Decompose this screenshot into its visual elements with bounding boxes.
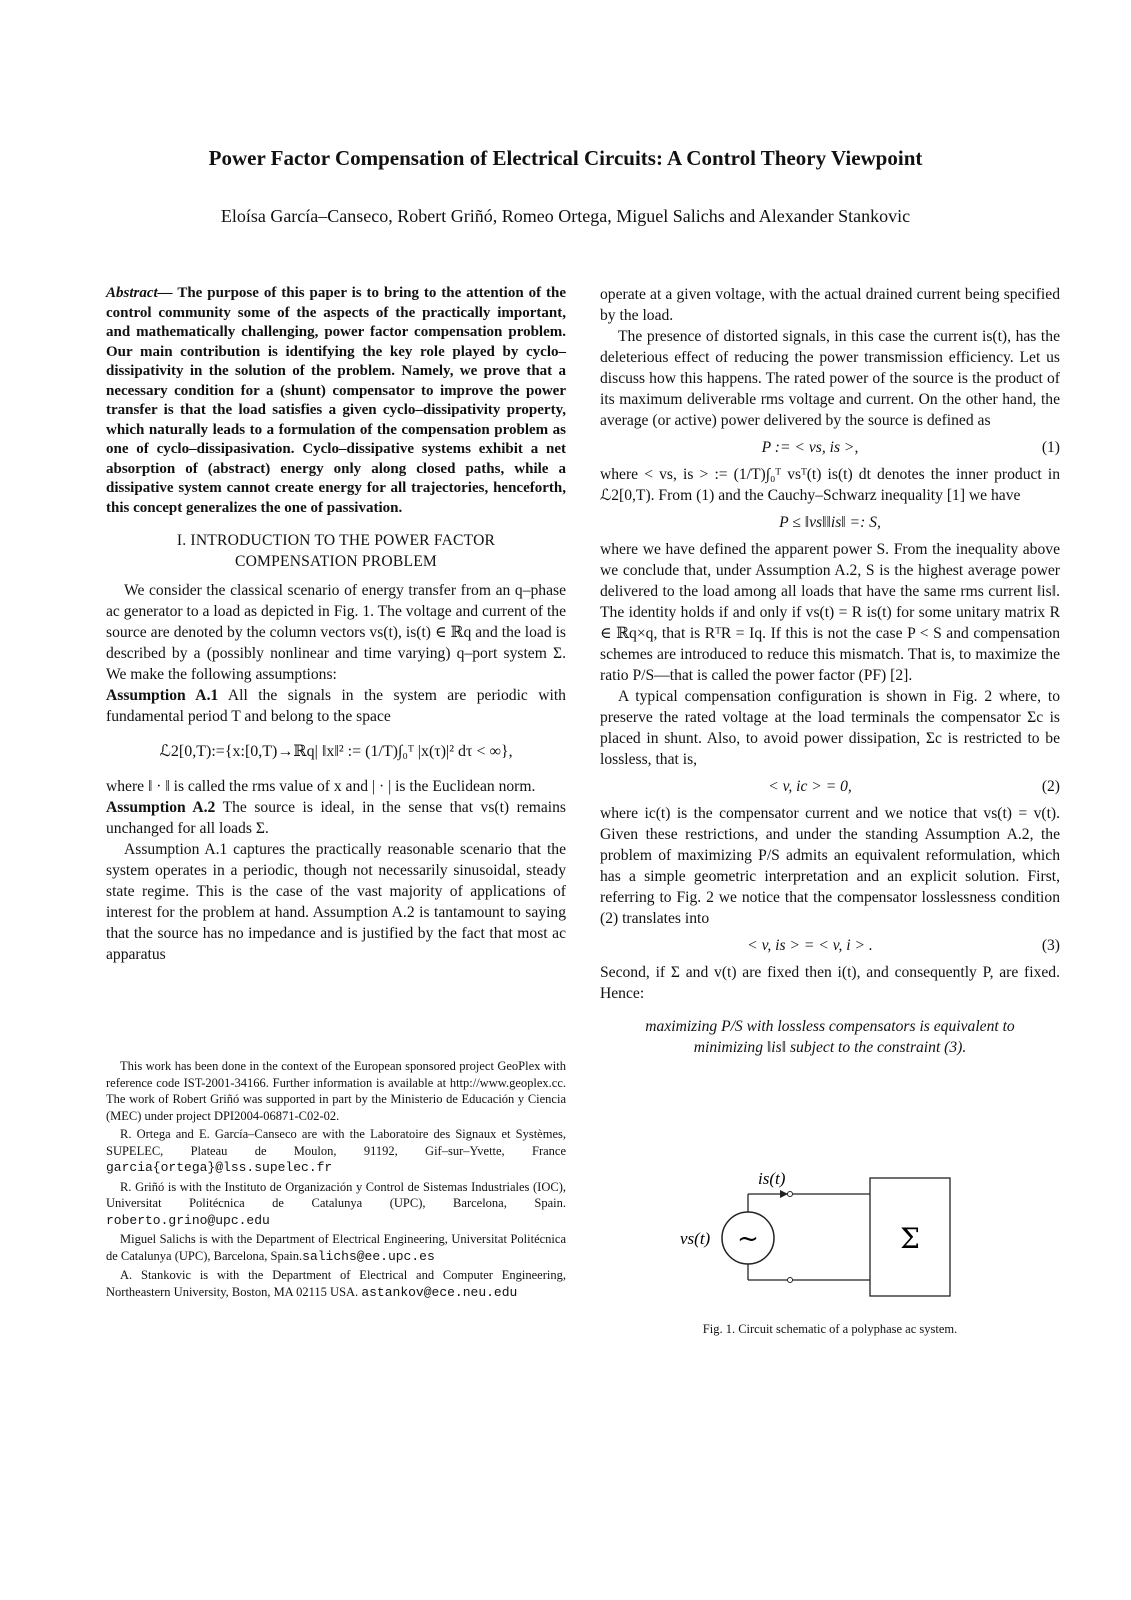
assumption-a2-text: The source is ideal, in the sense that vs(t) remains unchanged for all loads Σ. bbox=[106, 799, 566, 837]
abstract-label: Abstract— bbox=[106, 285, 173, 301]
terminal-bottom bbox=[788, 1278, 793, 1283]
left-column bbox=[106, 284, 566, 965]
equation-1-number: (1) bbox=[1041, 439, 1060, 456]
assumption-discussion: Assumption A.1 captures the practically reasonable scenario that the system operates in a periodic, though not necessarily sinusoidal, steady state regime. This is the case of the vast majority of applications of interest for the problem at hand. Assumption A.2 is tantamount to saying that the source has no impedance and is justified by the fact that most ac apparatus bbox=[106, 841, 566, 963]
main-statement: maximizing P/S with lossless compensators is equivalent to minimizing ‖is‖ subject to the constraint (3). bbox=[645, 1018, 1015, 1056]
equation-2 bbox=[600, 776, 1060, 797]
email-grino: roberto.grino@upc.edu bbox=[106, 1212, 270, 1228]
source-symbol: ~ bbox=[737, 1224, 759, 1254]
email-ortega: garcia{ortega}@lss.supelec.fr bbox=[106, 1160, 333, 1175]
section-heading-line2: COMPENSATION PROBLEM bbox=[235, 553, 437, 570]
equation-apparent-power-body: P ≤ ‖vs‖‖is‖ =: S, bbox=[779, 514, 881, 531]
distortion-paragraph: The presence of distorted signals, in this case the current is(t), has the deleterious effect of reducing the power transmission efficiency. Let us discuss how this happens. The rated power of the source is the product of its maximum deliverable rms voltage and current. On the other hand, the average (or active) power delivered by the source is defined as bbox=[600, 328, 1060, 429]
email-stankovic: astankov@ece.neu.edu bbox=[361, 1284, 518, 1300]
section-heading bbox=[106, 530, 566, 572]
compensation-paragraph: A typical compensation configuration is shown in Fig. 2 where, to preserve the rated voltage at the load terminals the compensator Σc is placed in shunt. Also, to avoid power dissipation, Σc is restricted to be lossless, that is, bbox=[600, 688, 1060, 768]
voltage-label: vs(t) bbox=[680, 1229, 711, 1248]
circuit-figure bbox=[670, 1162, 970, 1302]
equation-3-body: < v, is > = < v, i > . bbox=[747, 937, 873, 954]
equation-2-number: (2) bbox=[1041, 778, 1060, 795]
current-arrow-icon bbox=[780, 1190, 788, 1198]
section-heading-line1: I. INTRODUCTION TO THE POWER FACTOR bbox=[176, 532, 496, 549]
inner-product-paragraph: where < vs, is > := (1/T)∫₀ᵀ vsᵀ(t) is(t) dt denotes the inner product in ℒ2[0,T). From (1) and the Cauchy–Schwarz inequality [1] we have bbox=[600, 466, 1060, 504]
load-symbol: Σ bbox=[900, 1222, 920, 1255]
footnote-grino: R. Griñó is with the Instituto de Organización y Control de Sistemas Industriales (IOC), Universitat Politécnica de Catalunya (UPC), Barcelona, Spain. roberto.grino@upc.edu bbox=[106, 1179, 566, 1228]
equation-1 bbox=[600, 437, 1060, 458]
reformulation-paragraph: where ic(t) is the compensator current and we notice that vs(t) = v(t). Given these restrictions, and under the standing Assumption A.2, the problem of maximizing P/S admits an equivalent reformulation, which has a simple geometric interpretation and an explicit solution. First, referring to Fig. 2 we notice that the compensator losslessness condition (2) translates into bbox=[600, 805, 1060, 927]
current-label: is(t) bbox=[758, 1169, 786, 1188]
assumption-a1 bbox=[106, 685, 566, 727]
assumption-a1-text: All the signals in the system are periodic with fundamental period T and belong to the space bbox=[106, 687, 566, 725]
footnote-funding: This work has been done in the context of the European sponsored project GeoPlex with reference code IST-2001-34166. Further information is available at http://www.geoplex.cc. The work of Robert Griñó was supported in part by the Ministerio de Educación y Ciencia (MEC) under project DPI2004-06871-C02-02. bbox=[106, 1059, 566, 1123]
abstract bbox=[106, 284, 566, 518]
paragraph-continued: operate at a given voltage, with the actual drained current being specified by the load. bbox=[600, 286, 1060, 324]
assumption-a2-label: Assumption A.2 bbox=[106, 799, 216, 816]
paper-title: Power Factor Compensation of Electrical Circuits: A Control Theory Viewpoint bbox=[208, 146, 923, 170]
footnote-ortega: R. Ortega and E. García–Canseco are with the Laboratoire des Signaux et Systèmes, SUPELEC, Plateau de Moulon, 91192, Gif–sur–Yvette, France garcia{ortega}@lss.supelec.fr bbox=[106, 1127, 566, 1175]
terminal-top bbox=[788, 1192, 793, 1197]
footnote-stankovic: A. Stankovic is with the Department of Electrical and Computer Engineering, Northeastern University, Boston, MA 02115 USA. astankov@ece.neu.edu bbox=[106, 1268, 566, 1300]
rms-definition: where ‖ · ‖ is called the rms value of x and | · | is the Euclidean norm. bbox=[106, 778, 536, 795]
equation-1-body: P := < vs, is >, bbox=[761, 439, 859, 456]
intro-paragraph: We consider the classical scenario of energy transfer from an q–phase ac generator to a load as depicted in Fig. 1. The voltage and current of the source are denoted by the column vectors vs(t), is(t) ∈ ℝq and the load is described by a (possibly nonlinear and time varying) q–port system Σ. We make the following assumptions: bbox=[106, 582, 566, 683]
right-column bbox=[600, 284, 1060, 1070]
apparent-power-paragraph: where we have defined the apparent power S. From the inequality above we conclude that, under Assumption A.2, S is the highest average power delivered to the load among all loads that have the same rms current ‖is‖. The identity holds if and only if vs(t) = R is(t) for some unitary matrix R ∈ ℝq×q, that is RᵀR = Iq. If this is not the case P < S and compensation schemes are introduced to reduce this mismatch. That is, to maximize the ratio P/S—that is called the power factor (PF) [2]. bbox=[600, 541, 1060, 684]
footnotes bbox=[106, 1058, 566, 1303]
author-list: Eloísa García–Canseco, Robert Griñó, Romeo Ortega, Miguel Salichs and Alexander Stankovic bbox=[220, 206, 911, 226]
footnote-salichs: Miguel Salichs is with the Department of Electrical Engineering, Universitat Politécnica de Catalunya (UPC), Barcelona, Spain.salichs@ee.upc.es bbox=[106, 1232, 566, 1264]
equation-3 bbox=[600, 935, 1060, 956]
abstract-text: The purpose of this paper is to bring to the attention of the control community some of the aspects of the practically important, and mathematically challenging, power factor compensation problem. Our main contribution is identifying the key role played by cyclo–dissipativity in the solution of the problem. Namely, we prove that a necessary condition for a (shunt) compensator to improve the power transfer is that the load satisfies a given cyclo–dissipativity property, which naturally leads to a formulation of the compensation problem as one of cyclo–dissipasivation. Cyclo–dissipative systems exhibit a net absorption of (abstract) energy only along closed paths, while a dissipative system cannot create energy for all trajectories, henceforth, this concept generalizes the one of passivation. bbox=[106, 285, 566, 516]
assumption-a1-label: Assumption A.1 bbox=[106, 687, 219, 704]
equation-l2-space: ℒ2[0,T):={x:[0,T)→ℝq| ‖x‖² := (1/T)∫₀ᵀ |x(τ)|² dτ < ∞}, bbox=[159, 743, 513, 760]
equation-2-body: < v, ic > = 0, bbox=[768, 778, 852, 795]
email-salichs: salichs@ee.upc.es bbox=[302, 1248, 435, 1264]
assumption-a2 bbox=[106, 797, 566, 839]
fixed-paragraph: Second, if Σ and v(t) are fixed then i(t), and consequently P, are fixed. Hence: bbox=[600, 964, 1060, 1002]
figure-caption: Fig. 1. Circuit schematic of a polyphase ac system. bbox=[702, 1322, 958, 1336]
equation-3-number: (3) bbox=[1041, 937, 1060, 954]
equation-apparent-power bbox=[600, 512, 1060, 533]
